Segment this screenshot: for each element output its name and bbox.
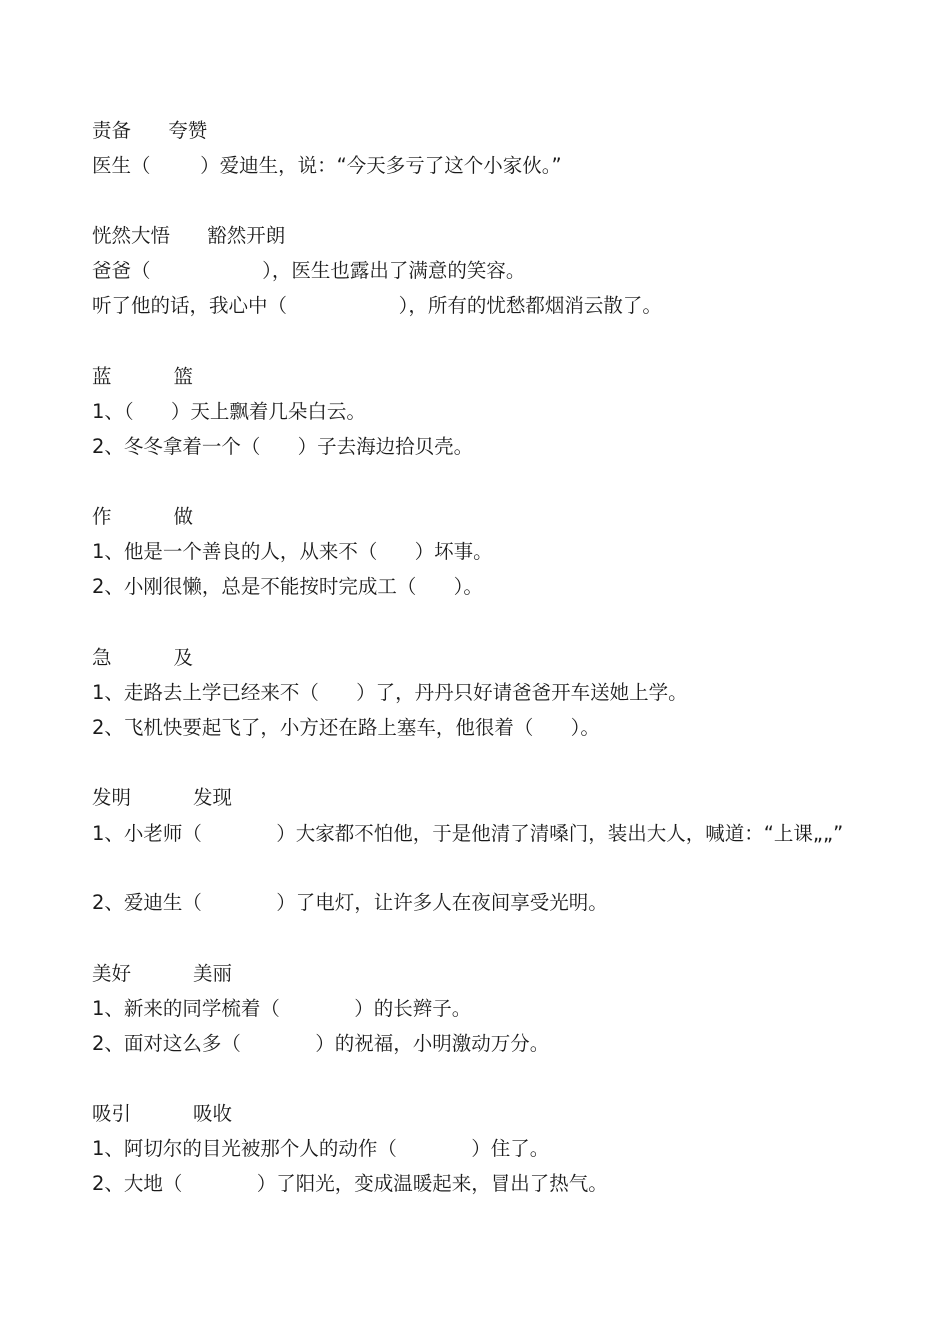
word-pair-4: 作 做	[92, 505, 193, 528]
word-pair-2: 恍然大悟 豁然开朗	[92, 224, 286, 247]
word-pair-7: 美好 美丽	[92, 962, 232, 985]
word-pair-6: 发明 发现	[92, 786, 232, 809]
sentence-2-2: 听了他的话，我心中（ ），所有的忧愁都烟消云散了。	[92, 294, 662, 317]
sentence-5-2: 2、飞机快要起飞了，小方还在路上塞车，他很着（ ）。	[92, 716, 600, 739]
sentence-7-2: 2、面对这么多（ ）的祝福，小明激动万分。	[92, 1032, 550, 1055]
sentence-2-1: 爸爸（ ），医生也露出了满意的笑容。	[92, 259, 526, 282]
sentence-8-2: 2、大地（ ）了阳光，变成温暖起来，冒出了热气。	[92, 1172, 608, 1195]
sentence-1-1: 医生（ ）爱迪生，说：“今天多亏了这个小家伙。”	[92, 154, 562, 177]
sentence-8-1: 1、阿切尔的目光被那个人的动作（ ）住了。	[92, 1137, 550, 1160]
word-pair-1: 责备 夸赞	[92, 119, 208, 142]
sentence-7-1: 1、新来的同学梳着（ ）的长辫子。	[92, 997, 472, 1020]
sentence-4-1: 1、他是一个善良的人，从来不（ ）坏事。	[92, 540, 493, 563]
word-pair-5: 急 及	[92, 646, 193, 669]
sentence-4-2: 2、小刚很懒，总是不能按时完成工（ ）。	[92, 575, 483, 598]
word-pair-8: 吸引 吸收	[92, 1102, 232, 1125]
sentence-3-1: 1、（ ）天上飘着几朵白云。	[92, 400, 366, 423]
word-pair-3: 蓝 篮	[92, 365, 193, 388]
sentence-6-2: 2、爱迪生（ ）了电灯，让许多人在夜间享受光明。	[92, 891, 608, 914]
sentence-3-2: 2、冬冬拿着一个（ ）子去海边拾贝壳。	[92, 435, 474, 458]
sentence-6-1: 1、小老师（ ）大家都不怕他，于是他清了清嗓门，装出大人，喊道：“上课„„”	[92, 822, 844, 845]
sentence-5-1: 1、走路去上学已经来不（ ）了，丹丹只好请爸爸开车送她上学。	[92, 681, 688, 704]
